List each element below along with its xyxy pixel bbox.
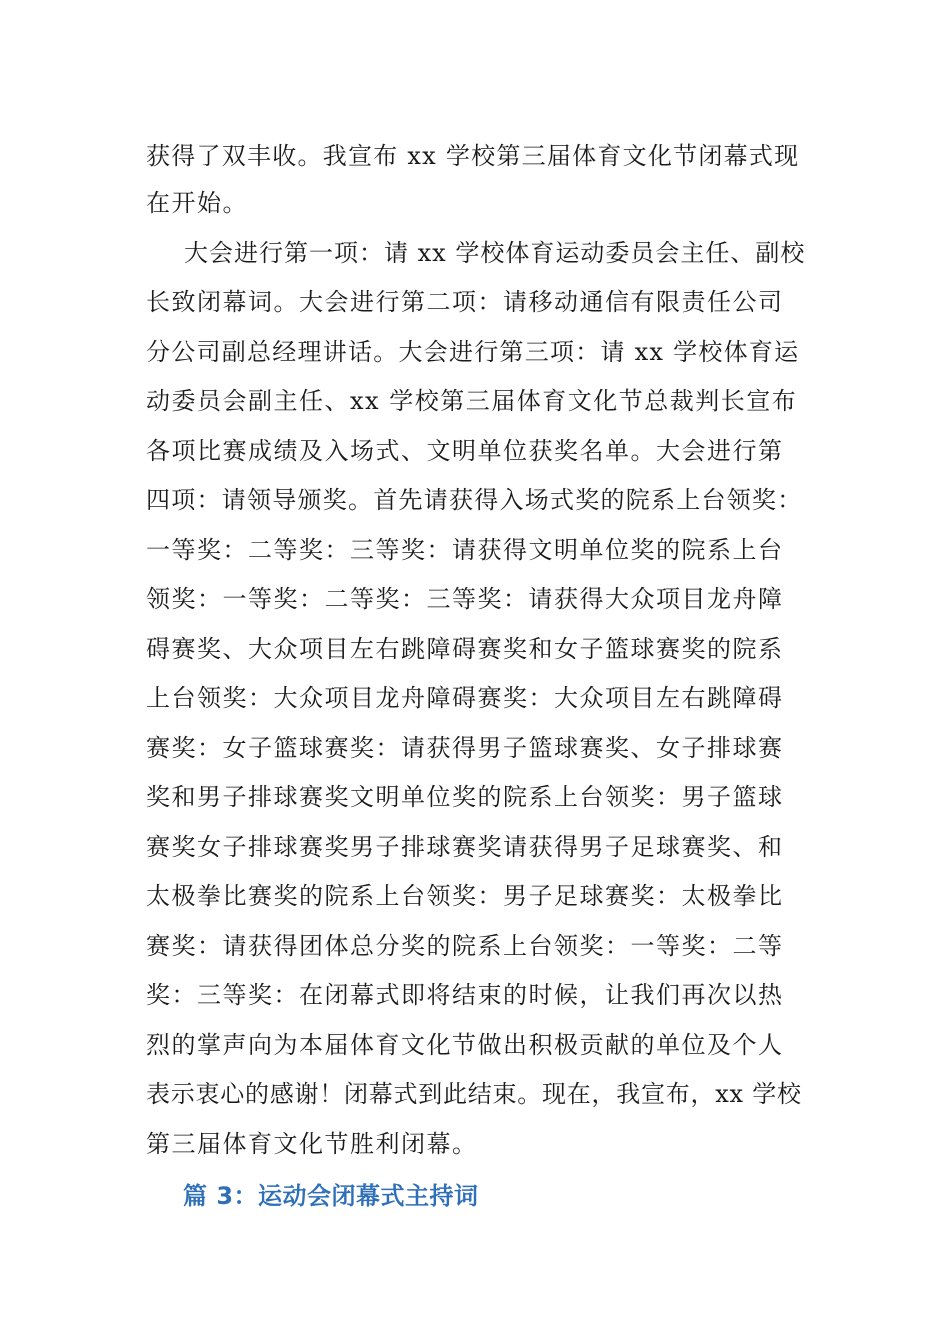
- text-line: 太极拳比赛奖的院系上台领奖：男子足球赛奖：太极拳比: [146, 882, 784, 910]
- text-line: 四项：请领导颁奖。首先请获得入场式奖的院系上台领奖：: [146, 486, 803, 514]
- text-line: 大会进行第一项：请 xx 学校体育运动委员会主任、副校: [184, 239, 806, 267]
- text-line: 烈的掌声向为本届体育文化节做出积极贡献的单位及个人: [146, 1031, 784, 1059]
- text-line: 赛奖：女子篮球赛奖：请获得男子篮球赛奖、女子排球赛: [146, 734, 784, 762]
- text-line: 一等奖：二等奖：三等奖：请获得文明单位奖的院系上台: [146, 536, 784, 564]
- text-line: 表示衷心的感谢！闭幕式到此结束。现在，我宣布，xx 学校: [146, 1080, 802, 1108]
- text-line: 奖：三等奖：在闭幕式即将结束的时候，让我们再次以热: [146, 981, 784, 1009]
- text-line: 动委员会副主任、xx 学校第三届体育文化节总裁判长宣布: [146, 387, 798, 415]
- text-line: 第三届体育文化节胜利闭幕。: [146, 1130, 478, 1158]
- text-line: 碍赛奖、大众项目左右跳障碍赛奖和女子篮球赛奖的院系: [146, 635, 784, 663]
- text-line: 赛奖：请获得团体总分奖的院系上台领奖：一等奖：二等: [146, 932, 784, 960]
- text-line: 获得了双丰收。我宣布 xx 学校第三届体育文化节闭幕式现: [146, 142, 800, 170]
- text-line: 上台领奖：大众项目龙舟障碍赛奖：大众项目左右跳障碍: [146, 684, 784, 712]
- text-line: 赛奖女子排球赛奖男子排球赛奖请获得男子足球赛奖、和: [146, 833, 784, 861]
- section-heading: 篇 3：运动会闭幕式主持词: [183, 1182, 479, 1210]
- text-line: 奖和男子排球赛奖文明单位奖的院系上台领奖：男子篮球: [146, 783, 784, 811]
- text-line: 领奖：一等奖：二等奖：三等奖：请获得大众项目龙舟障: [146, 585, 784, 613]
- text-line: 各项比赛成绩及入场式、文明单位获奖名单。大会进行第: [146, 437, 784, 465]
- text-line: 长致闭幕词。大会进行第二项：请移动通信有限责任公司: [146, 288, 784, 316]
- text-line: 分公司副总经理讲话。大会进行第三项：请 xx 学校体育运: [146, 338, 800, 366]
- text-line: 在开始。: [146, 189, 248, 217]
